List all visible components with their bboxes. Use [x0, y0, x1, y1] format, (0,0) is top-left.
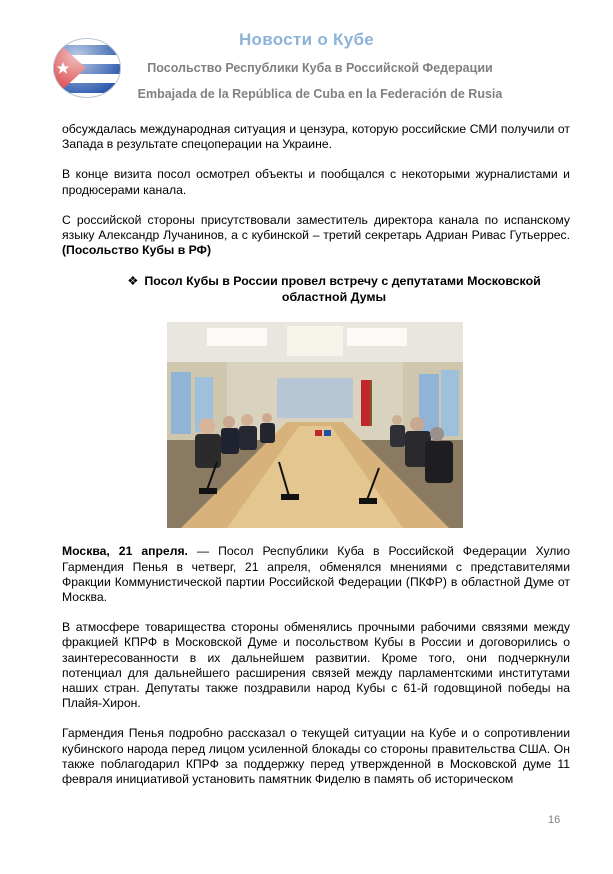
newsletter-title: Новости о Кубе — [238, 30, 375, 49]
paragraph: обсуждалась международная ситуация и цензура, которую российские СМИ получили от Запада в результате спецоперации на Украине. — [62, 122, 570, 152]
section-heading — [114, 273, 554, 305]
embassy-name-ru: Посольство Республики Куба в Российской Федерации — [147, 61, 493, 75]
embassy-name-es: Embajada de la República de Cuba en la Federación de Rusia — [137, 87, 503, 101]
paragraph-text: — Посол Республики Куба в Российской Федерации Хулио Гармендия Пенья в четверг, 21 апреля, обменялся мнениями с представителями Фракции Коммунистической партии Российской Федерации (ПКФР) в областной Думе от Москва. — [62, 544, 570, 605]
paragraph: Гармендия Пенья подробно рассказал о текущей ситуации на Кубе и о сопротивлении кубинского народа перед лицом усиленной блокады со стороны правительства США. Он также поблагодарил КПРФ за поддержку перед утвержденной в Московской думе 11 февраля инициативой установить памятник Фиделю в память об историческом — [62, 726, 570, 787]
page-number: 16 — [548, 814, 561, 826]
diamond-bullet-icon: ❖ — [127, 274, 139, 289]
paragraph: В конце визита посол осмотрел объекты и пообщался с некоторыми журналистами и продюсерами канала. — [62, 167, 570, 197]
source-credit: (Посольство Кубы в РФ) — [62, 243, 212, 258]
meeting-room-photo — [167, 322, 463, 528]
paragraph-text: С российской стороны присутствовали заместитель директора канала по испанскому языку Александр Лучанинов, а с кубинской – третий секретарь Адриан Ривас Гутьеррес. — [62, 212, 570, 243]
page-header — [0, 0, 613, 115]
dateline: Москва, 21 апреля. — [62, 544, 188, 559]
article-body — [62, 122, 570, 802]
paragraph: В атмосфере товарищества стороны обменялись прочными рабочими связями между фракцией КПРФ в Московской Думе и посольством Кубы в России и договорились о заинтересованности в их дальнейшем развитии. Кроме того, они подчеркнули потенциал для дальнейшего расширения связей между парламентскими институтами наших стран. Депутаты также поздравили народ Кубы с 61-й годовщиной победы на Плайя-Хирон. — [62, 620, 570, 711]
section-heading-text: Посол Кубы в России провел встречу с депутатами Московской областной Думы — [144, 274, 541, 305]
paragraph — [62, 213, 570, 259]
paragraph — [62, 544, 570, 605]
